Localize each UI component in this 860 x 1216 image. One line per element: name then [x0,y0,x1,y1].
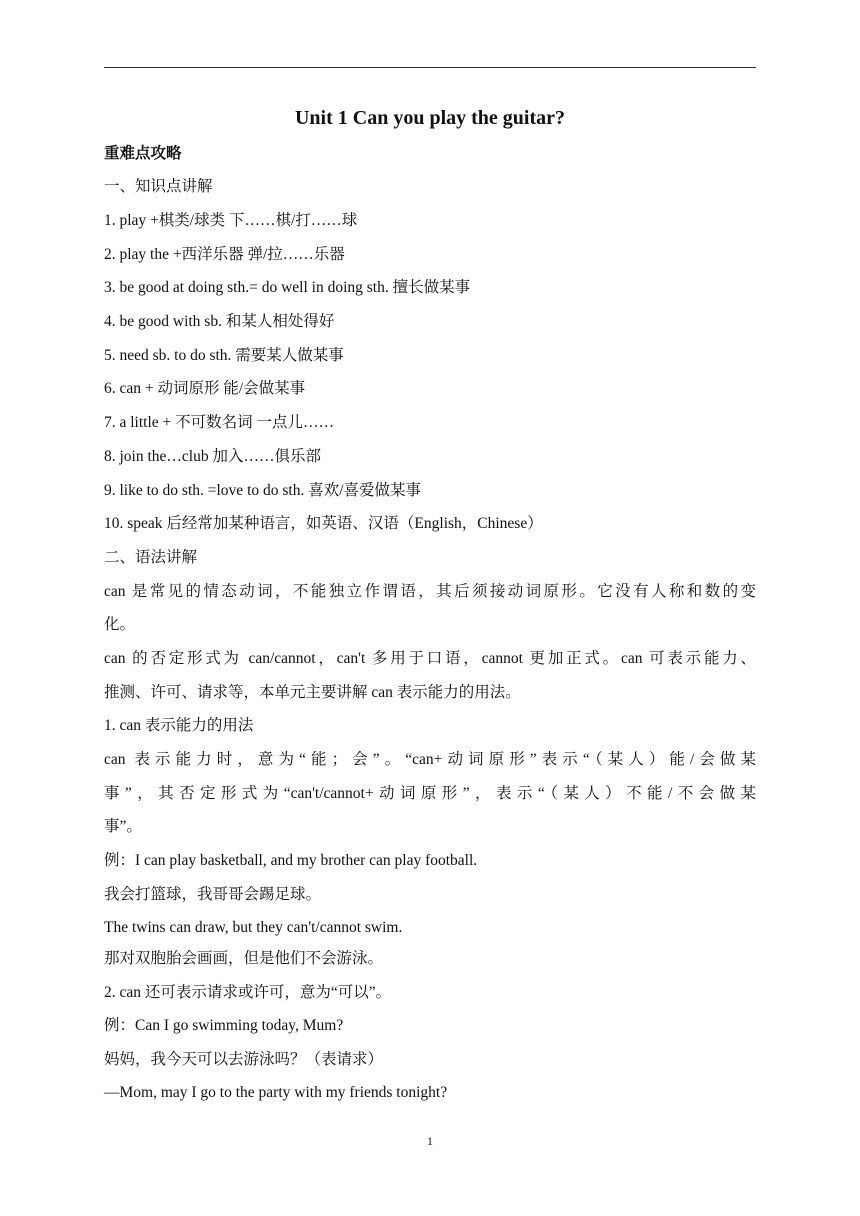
section-heading: 重难点攻略 [104,145,182,162]
grammar-paragraph-2-line-2: 推测、许可、请求等，本单元主要讲解 can 表示能力的用法。 [104,684,521,701]
header-rule [104,67,756,68]
part1-heading: 一、知识点讲解 [104,178,213,195]
grammar-paragraph-2-line-1: can 的否定形式为 can/cannot，can't 多用于口语，cannot 更加正式。can 可表示能力、 [104,650,756,667]
point-1: 1. play +棋类/球类 下……棋/打……球 [104,212,358,229]
subsection-2-heading: 2. can 还可表示请求或许可，意为“可以”。 [104,984,392,1001]
point-2: 2. play the +西洋乐器 弹/拉……乐器 [104,246,345,263]
page-number: 1 [427,1134,433,1148]
example-1-chinese: 我会打篮球，我哥哥会踢足球。 [104,886,322,903]
point-10: 10. speak 后经常加某种语言，如英语、汉语（English，Chinese） [104,515,543,532]
subsection-1-line-2: 事”，其否定形式为“can't/cannot+动词原形”，表示“（某人）不能/不会做某 [104,785,756,802]
example-1-english: 例：I can play basketball, and my brother can play football. [104,852,478,869]
point-9: 9. like to do sth. =love to do sth. 喜欢/喜爱做某事 [104,482,422,499]
point-8: 8. join the…club 加入……俱乐部 [104,448,321,465]
point-6: 6. can + 动词原形 能/会做某事 [104,380,306,397]
example-4-english: —Mom, may I go to the party with my friends tonight? [104,1084,448,1101]
point-5: 5. need sb. to do sth. 需要某人做某事 [104,347,344,364]
example-2-english: The twins can draw, but they can't/cannot swim. [104,919,403,936]
document-page [104,0,756,1216]
point-3: 3. be good at doing sth.= do well in doing sth. 擅长做某事 [104,279,471,296]
subsection-1-heading: 1. can 表示能力的用法 [104,717,254,734]
part2-heading: 二、语法讲解 [104,549,198,566]
example-2-chinese: 那对双胞胎会画画，但是他们不会游泳。 [104,950,384,967]
document-title: Unit 1 Can you play the guitar? [294,107,566,129]
point-4: 4. be good with sb. 和某人相处得好 [104,313,335,330]
grammar-paragraph-1-line-2: 化。 [104,616,136,633]
example-3-chinese: 妈妈，我今天可以去游泳吗？（表请求） [104,1051,384,1068]
example-3-english: 例：Can I go swimming today, Mum? [104,1017,344,1034]
subsection-1-line-3: 事”。 [104,818,142,835]
grammar-paragraph-1-line-1: can 是常见的情态动词，不能独立作谓语，其后须接动词原形。它没有人称和数的变 [104,583,756,600]
point-7: 7. a little + 不可数名词 一点儿…… [104,414,335,431]
subsection-1-line-1: can 表示能力时，意为“能；会”。“can+动词原形”表示“（某人）能/会做某 [104,751,756,768]
